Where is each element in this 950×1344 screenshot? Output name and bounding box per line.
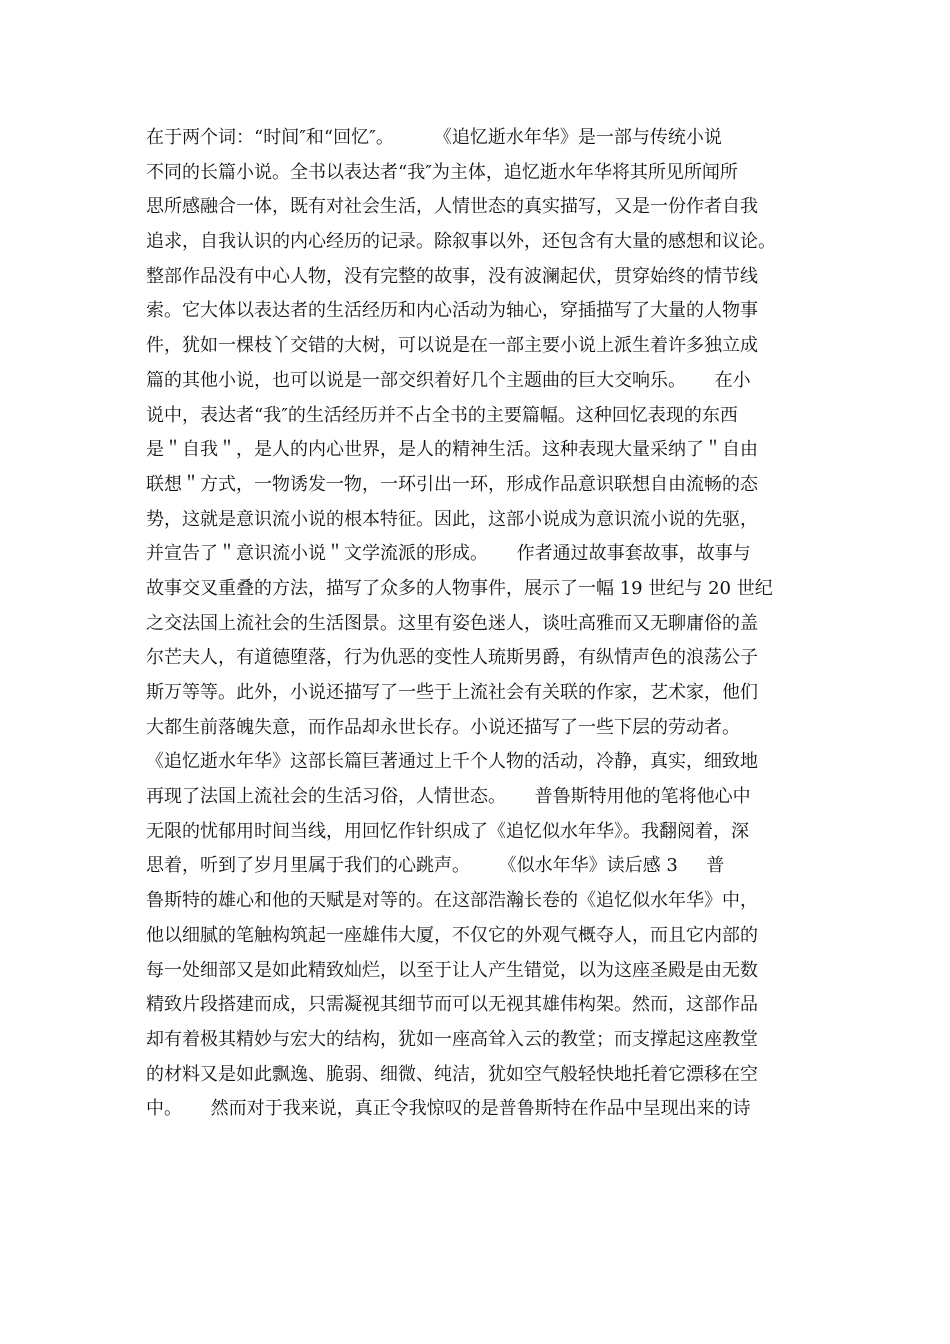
text-line: 篇的其他小说，也可以说是一部交织着好几个主题曲的巨大交响乐。 在小 [146,369,751,391]
text-line: 思着，听到了岁月里属于我们的心跳声。 《似水年华》读后感 3 普 [146,855,725,877]
text-line: 尔芒夫人，有道德堕落，行为仇恶的变性人琉斯男爵，有纵情声色的浪荡公子 [146,647,758,669]
text-line: 《追忆逝水年华》这部长篇巨著通过上千个人物的活动，冷静，真实，细致地 [146,751,758,773]
text-line: 鲁斯特的雄心和他的天赋是对等的。在这部浩瀚长卷的《追忆似水年华》中， [146,890,758,912]
text-line: 的材料又是如此飘逸、脆弱、细微、纯洁，犹如空气般轻快地托着它漂移在空 [146,1063,758,1085]
text-line: 斯万等等。此外，小说还描写了一些于上流社会有关联的作家，艺术家，他们 [146,682,758,703]
text-line: 索。它大体以表达者的生活经历和内心活动为轴心，穿插描写了大量的人物事 [146,300,758,322]
text-line: 在于两个词：“时间″和“回忆″。 《追忆逝水年华》是一部与传统小说 [146,127,722,148]
text-line: 再现了法国上流社会的生活习俗，人情世态。 普鲁斯特用他的笔将他心中 [146,786,751,808]
text-line: 不同的长篇小说。全书以表达者“我″为主体，追忆逝水年华将其所见所闻所 [146,161,738,183]
text-line: 说中，表达者“我″的生活经历并不占全书的主要篇幅。这种回忆表现的东西 [146,404,738,426]
text-line: 整部作品没有中心人物，没有完整的故事，没有波澜起伏，贯穿始终的情节线 [146,265,758,287]
text-line: 他以细腻的笔触构筑起一座雄伟大厦，不仅它的外观气概夺人，而且它内部的 [146,924,758,946]
text-line: 无限的忧郁用时间当线，用回忆作针织成了《追忆似水年华》。我翻阅着，深 [146,820,749,842]
text-line: 中。 然而对于我来说，真正令我惊叹的是普鲁斯特在作品中呈现出来的诗 [146,1098,751,1120]
text-line: 大都生前落魄失意，而作品却永世长存。小说还描写了一些下层的劳动者。 [146,716,740,738]
text-line: 故事交叉重叠的方法，描写了众多的人物事件，展示了一幅 19 世纪与 20 世纪 [146,577,773,599]
text-line: 势，这就是意识流小说的根本特征。因此，这部小说成为意识流小说的先驱， [146,508,758,530]
text-line: 并宣告了＂意识流小说＂文学流派的形成。 作者通过故事套故事，故事与 [146,543,751,565]
body-text [146,121,826,1127]
text-line: 件，犹如一棵枝丫交错的大树，可以说是在一部主要小说上派生着许多独立成 [146,335,758,357]
text-line: 联想＂方式，一物诱发一物，一环引出一环，形成作品意识联想自由流畅的态 [146,473,758,495]
text-line: 之交法国上流社会的生活图景。这里有姿色迷人，谈吐高雅而又无聊庸俗的盖 [146,612,758,634]
text-line: 追求，自我认识的内心经历的记录。除叙事以外，还包含有大量的感想和议论。 [146,231,776,253]
text-line: 每一处细部又是如此精致灿烂，以至于让人产生错觉，以为这座圣殿是由无数 [146,959,758,981]
text-line: 却有着极其精妙与宏大的结构，犹如一座高耸入云的教堂；而支撑起这座教堂 [146,1028,758,1050]
text-line: 思所感融合一体，既有对社会生活，人情世态的真实描写，又是一份作者自我 [146,196,758,218]
text-line: 精致片段搭建而成，只需凝视其细节而可以无视其雄伟构架。然而，这部作品 [146,994,758,1016]
text-line: 是＂自我＂，是人的内心世界，是人的精神生活。这种表现大量采纳了＂自由 [146,439,758,461]
